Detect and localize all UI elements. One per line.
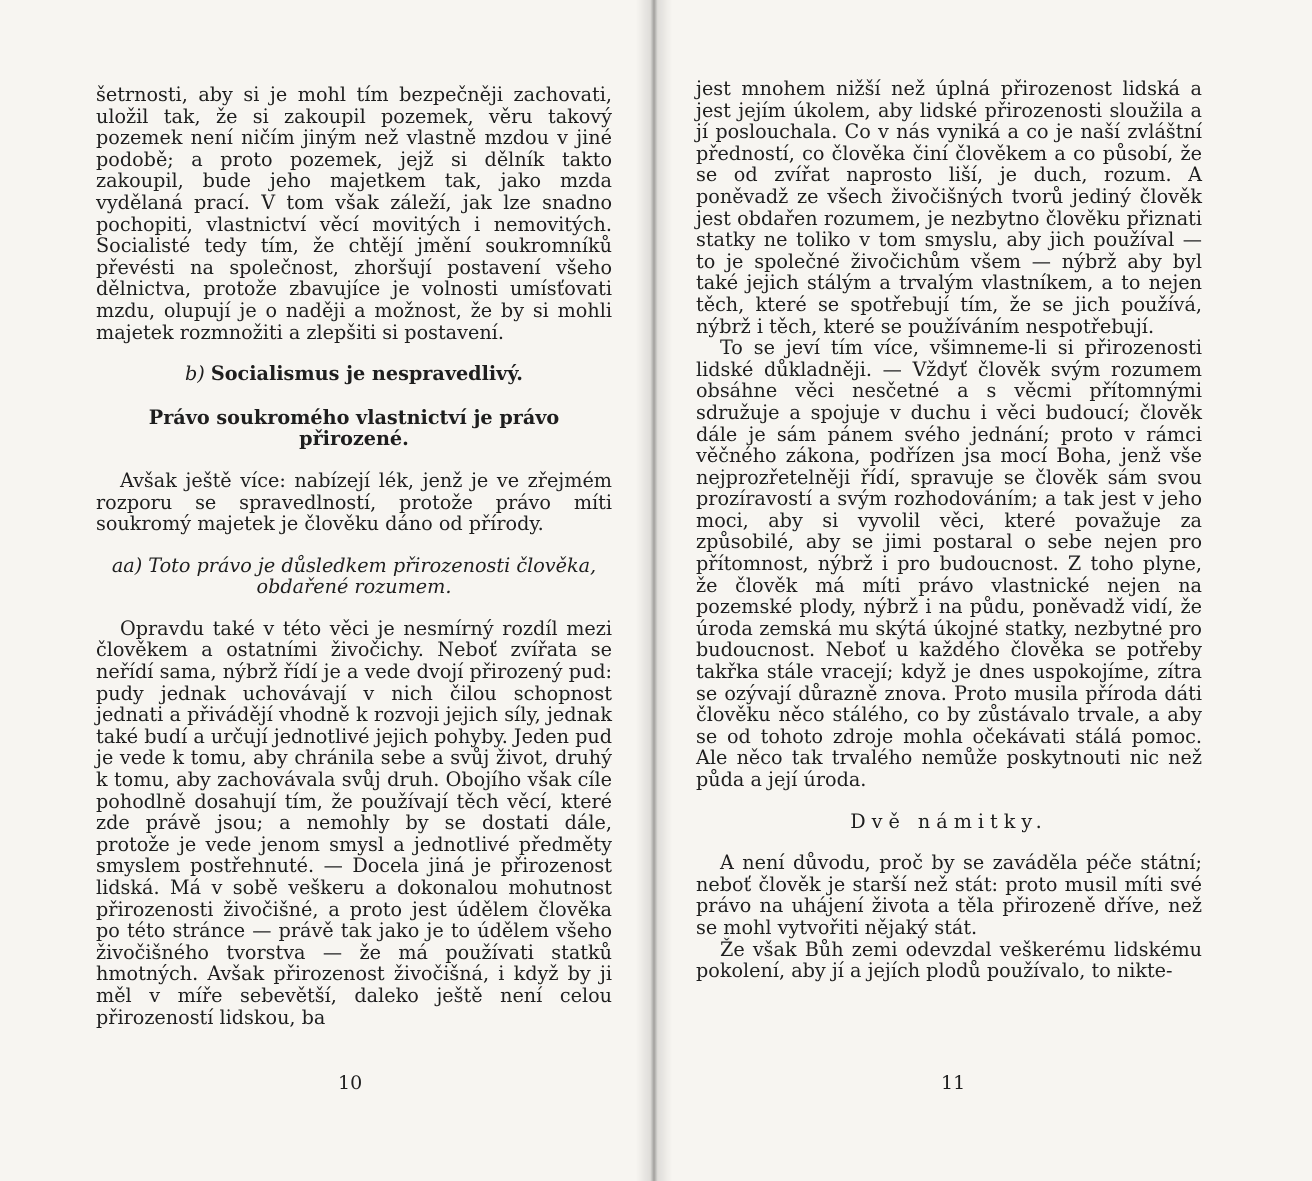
right-page-number: 11 xyxy=(941,1072,966,1094)
heading-socialismus xyxy=(96,363,612,385)
heading-aa-line1: aa) Toto právo je důsledkem přirozenosti člověka, xyxy=(111,553,597,577)
right-paragraph-2: To se jeví tím více, všimneme-li si přirozenosti lidské důkladněji. — Vždyť člověk svým rozumem obsáhne věci nesčetné a s věcmi přítomnými sdružuje a spojuje v duchu i věci budoucí; člověk dále je sám pánem svého jednání; proto v rámci věčného zákona, podřízen jsa mocí Boha, jenž vše nejprozřetelněji řídí, spravuje se člověk sám svou prozíravostí a svým rozhodováním; a tak jest v jeho moci, aby si vyvolil věci, které považuje za způsobilé, aby se jimi postaral o sebe nejen pro přítomnost, nýbrž i pro budoucnost. Z toho plyne, že člověk má míti právo vlastnické nejen na pozemské plody, nýbrž i na půdu, poněvadž vidí, že úroda zemská mu skýtá úkojné statky, nezbytné pro budoucnost. Neboť u každého člověka se potřeby takřka stále vracejí; když je dnes uspokojíme, zítra se ozývají důrazně znova. Proto musila příroda dáti člověku něco stálého, co by zůstávalo trvale, a aby se od tohoto zdroje mohla očekávati stálá pomoc. Ale něco tak trvalého nemůže poskytnouti nic než půda a její úroda. xyxy=(696,336,1202,791)
left-paragraph-1: šetrnosti, aby si je mohl tím bezpečněji zachovati, uložil tak, že si zakoupil pozemek, věru takový pozemek není ničím jiným než vlastně mzdou v jiné podobě; a proto pozemek, jejž si dělník takto zakoupil, bude jeho majetkem tak, jako mzda vydělaná prací. V tom však záleží, jak lze snadno pochopiti, vlastnictví věcí movitých i nemovitých. Socialisté tedy tím, že chtějí jmění soukromníků převésti na společnost, zhoršují postavení všeho dělnictva, protože zbavujíce je volnosti umísťovati mzdu, olupují je o naději a možnost, že by si mohli majetek rozmnožiti a zlepšiti si postavení. xyxy=(96,83,612,344)
book-gutter xyxy=(636,0,672,1181)
right-paragraph-3: A není důvodu, proč by se zaváděla péče státní; neboť člověk je starší než stát: proto musil míti své právo na uhájení života a těla přirozeně dříve, než se mohl vytvořiti nějaký stát. xyxy=(696,851,1202,939)
heading-dve-namitky: Dvě námitky. xyxy=(850,809,1048,833)
heading-pravo: Právo soukromého vlastnictví je právo přirozené. xyxy=(148,405,560,451)
left-page-number: 10 xyxy=(338,1072,363,1094)
left-page xyxy=(0,0,654,1181)
heading-aa-line2: obdařené rozumem. xyxy=(256,575,452,599)
right-paragraph-1: jest mnohem nižší než úplná přirozenost lidská a jest jejím úkolem, aby lidské přirozenosti sloužila a jí poslouchala. Co v nás vyniká a co je naší zvláštní předností, co člověka činí člověkem a co působí, že se od zvířat naprosto liší, je duch, rozum. A poněvadž ze všech živočišných tvorů jediný člověk jest obdařen rozumem, je nezbytno člověku přiznati statky ne toliko v tom smyslu, aby jich používal — to je společné živočichům všem — nýbrž aby byl také jejich stálým a trvalým vlastníkem, a to nejen těch, které se spotřebují tím, že se jich používá, nýbrž i těch, které se používáním nespotřebují. xyxy=(696,77,1202,338)
left-paragraph-3: Opravdu také v této věci je nesmírný rozdíl mezi člověkem a ostatními živočichy. Neboť zvířata se neřídí sama, nýbrž řídí je a vede dvojí přirozený pud: pudy jednak uchovávají v nich čilou schopnost jednati a přivádějí vhodně k rozvoji jejich síly, jednak také budí a určují jednotlivé jejich pohyby. Jeden pud je vede k tomu, aby chránila sebe a svůj život, druhý k tomu, aby zachovávala svůj druh. Obojího však cíle pohodlně dosahují tím, že používají těch věcí, které zde právě jsou; a nemohly by se dostati dále, protože je vede jenom smysl a jednotlivé předměty smyslem postřehnuté. — Docela jiná je přirozenost lidská. Má v sobě veškeru a dokonalou mohutnost přirozenosti živočišné, a proto jest údělem člověka po této stránce — právě tak jako je to údělem všeho živočišného tvorstva — že má používati statků hmotných. Avšak přirozenost živočišná, i když by ji měl v míře sebevětší, daleko ještě není celou přirozeností lidskou, ba xyxy=(96,616,612,1029)
heading-b-prefix: b) xyxy=(185,362,205,386)
heading-b-text: Socialismus je nespravedlivý. xyxy=(210,362,523,386)
left-paragraph-2: Avšak ještě více: nabízejí lék, jenž je ve zřejmém rozporu se spravedlností, protože právo míti soukromý majetek je člověku dáno od přírody. xyxy=(96,468,612,536)
right-paragraph-4: Že však Bůh zemi odevzdal veškerému lidskému pokolení, aby jí a jejích plodů používalo, to nikte- xyxy=(696,937,1202,983)
right-text-block xyxy=(696,78,1202,982)
right-page xyxy=(654,0,1312,1181)
left-text-block xyxy=(96,84,612,1028)
